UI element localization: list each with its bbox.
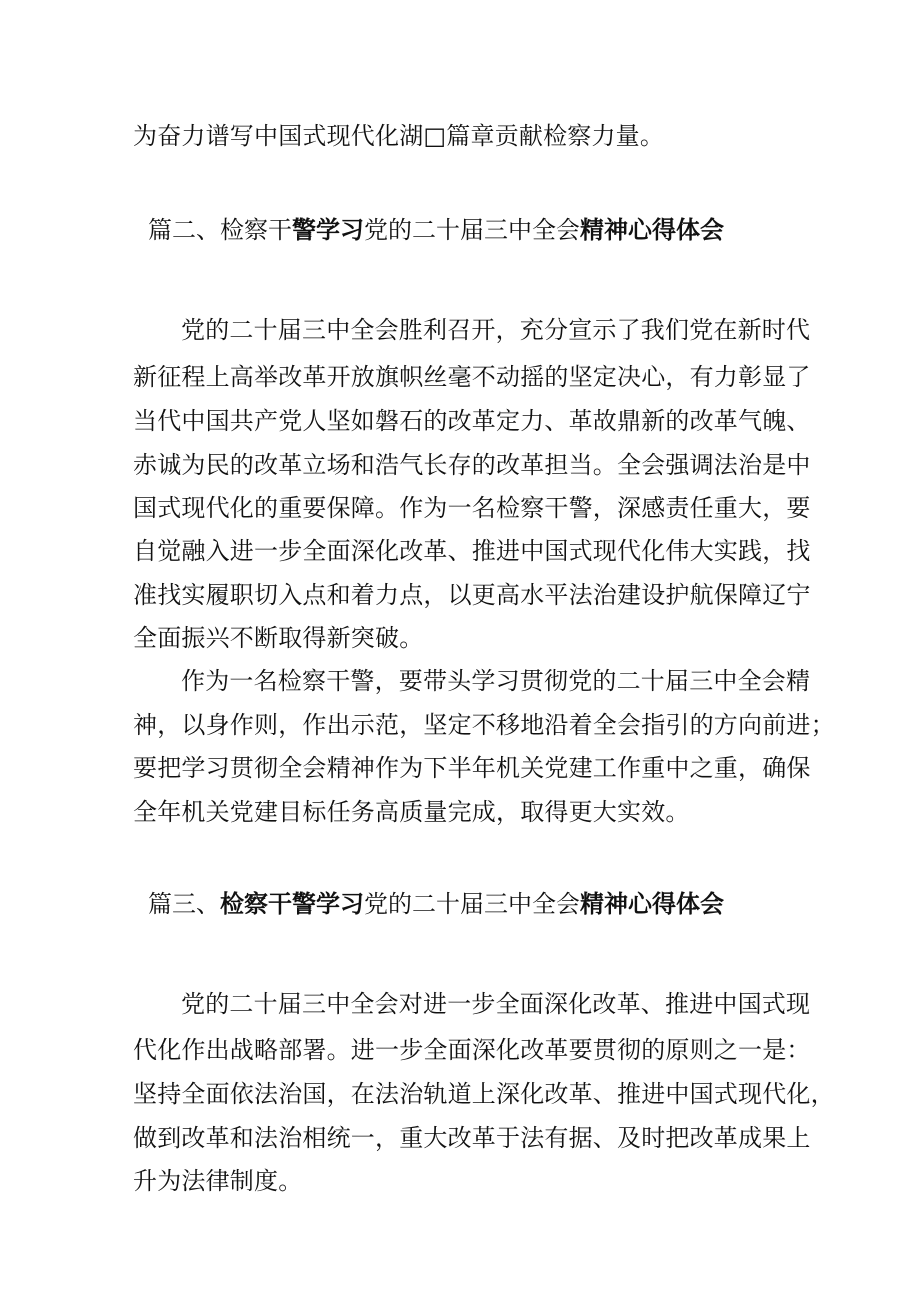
section2-heading-part1: 篇二、检察干 <box>148 216 292 244</box>
section2-heading <box>148 213 724 247</box>
section3-p1-line4: 做到改革和法治相统一，重大改革于法有据、及时把改革成果上 <box>133 1124 811 1152</box>
section2-p2-line4: 全年机关党建目标任务高质量完成，取得更大实效。 <box>133 798 690 826</box>
section3-p1-line1: 党的二十届三中全会对进一步全面深化改革、推进中国式现 <box>181 990 811 1018</box>
section2-heading-part3: 党的二十届三中全会 <box>364 216 580 244</box>
section2-p1-line6: 自觉融入进一步全面深化改革、推进中国式现代化伟大实践，找 <box>133 537 811 565</box>
section3-heading-part1: 篇三、 <box>148 890 220 918</box>
section2-heading-part4: 精神心得体会 <box>580 216 724 244</box>
section3-heading-part3: 党的二十届三中全会 <box>364 890 580 918</box>
section3-p1-line3: 坚持全面依法治国，在法治轨道上深化改革、推进中国式现代化， <box>133 1080 835 1108</box>
section2-p1-line8: 全面振兴不断取得新突破。 <box>133 624 424 652</box>
section3-heading <box>148 887 724 921</box>
section2-p1-line2: 新征程上高举改革开放旗帜丝毫不动摇的坚定决心，有力彰显了 <box>133 363 811 391</box>
section3-p1-line2: 代化作出战略部署。进一步全面深化改革要贯彻的原则之一是： <box>133 1036 811 1064</box>
intro-line: 为奋力谱写中国式现代化湖□篇章贡献检察力量。 <box>133 122 665 150</box>
section2-p2-line2: 神，以身作则，作出示范，坚定不移地沿着全会指引的方向前进； <box>133 711 835 739</box>
section3-heading-part2: 检察干警学习 <box>220 890 364 918</box>
section2-p2-line3: 要把学习贯彻全会精神作为下半年机关党建工作重中之重，确保 <box>133 754 811 782</box>
section2-p1-line5: 国式现代化的重要保障。作为一名检察干警，深感责任重大，要 <box>133 494 811 522</box>
section2-p1-line3: 当代中国共产党人坚如磐石的改革定力、革故鼎新的改革气魄、 <box>133 407 811 435</box>
section3-p1-line5: 升为法律制度。 <box>133 1167 303 1195</box>
section3-heading-part4: 精神心得体会 <box>580 890 724 918</box>
section2-p2-line1: 作为一名检察干警，要带头学习贯彻党的二十届三中全会精 <box>181 667 811 695</box>
section2-p1-line1: 党的二十届三中全会胜利召开，充分宣示了我们党在新时代 <box>181 316 811 344</box>
section2-p1-line4: 赤诚为民的改革立场和浩气长存的改革担当。全会强调法治是中 <box>133 451 811 479</box>
section2-heading-part2: 警学习 <box>292 216 364 244</box>
section2-p1-line7: 准找实履职切入点和着力点，以更高水平法治建设护航保障辽宁 <box>133 581 811 609</box>
